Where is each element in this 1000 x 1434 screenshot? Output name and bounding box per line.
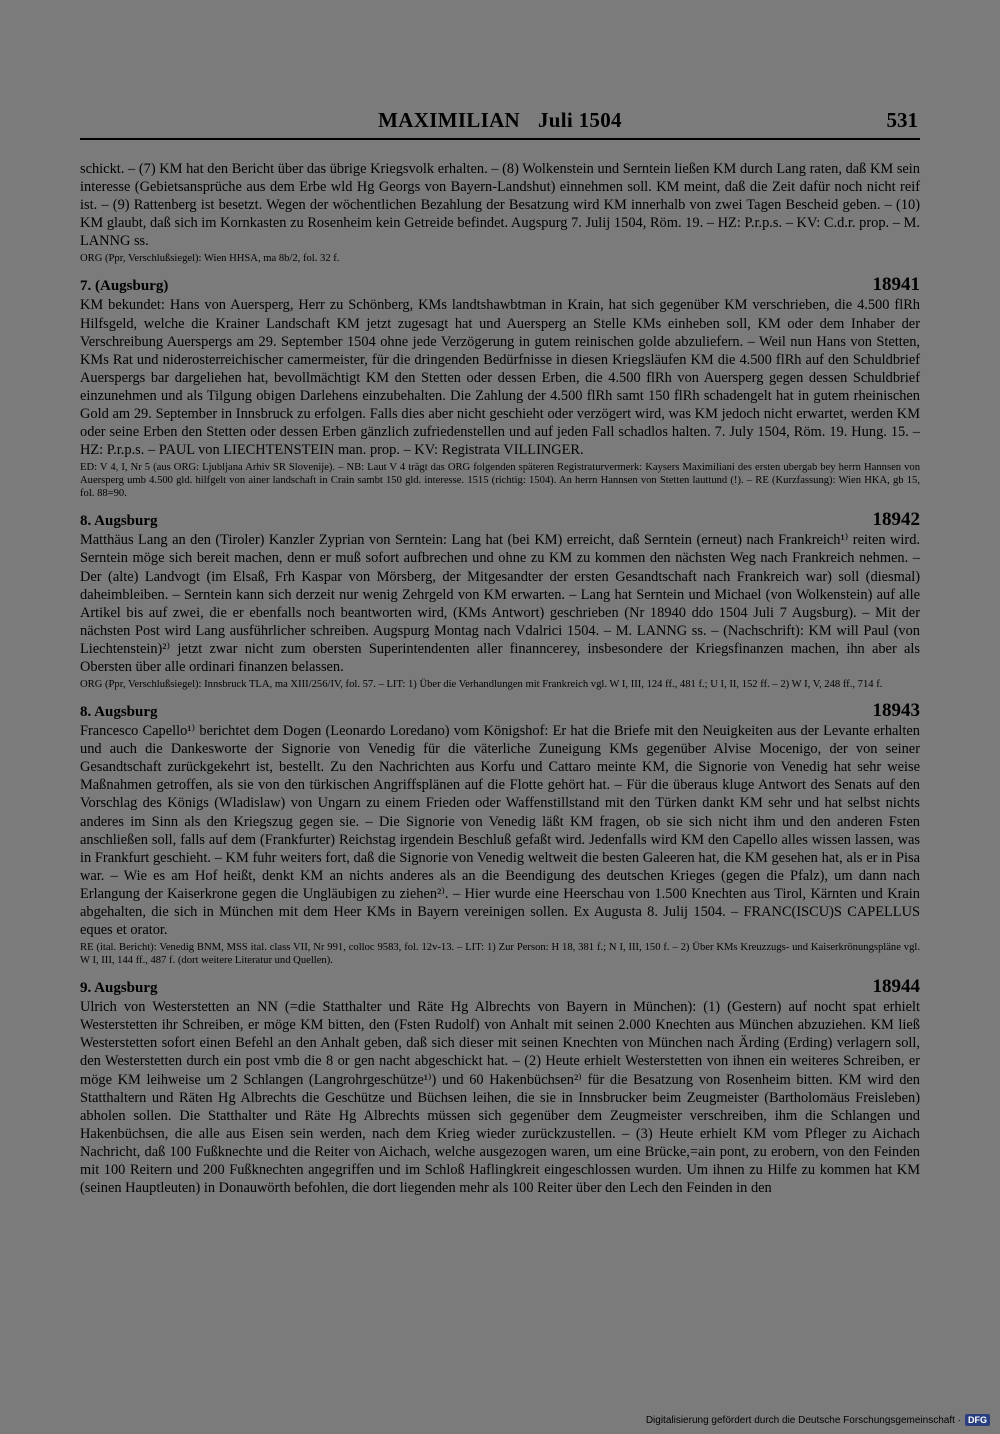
entry-number: 18942: [872, 509, 920, 531]
entry-note: RE (ital. Bericht): Venedig BNM, MSS ital. class VII, Nr 991, colloc 9583, fol. 12v-13. – LIT: 1) Zur Person: H 18, 381 f.; N I, III, 150 f. – 2) Über KMs Kreuzzugs- und Kaiserkrönungspläne vgl. W I, III, 144 ff., 487 f. (dort weitere Literatur und Quellen).: [80, 942, 920, 967]
digitization-footer: [646, 1414, 990, 1426]
entry-place: 7. (Augsburg): [80, 278, 169, 295]
entry-18944: [80, 977, 920, 1197]
entry-number: 18943: [872, 700, 920, 722]
entry-text: Matthäus Lang an den (Tiroler) Kanzler Zyprian von Serntein: Lang hat (bei KM) erreicht, daß Serntein (erneut) nach Frankreich¹⁾ reiten wird. Serntein möge sich bereit machen, denn er muß sofort aufbrechen und ohne zu KM zu kommen den nächsten Weg nach Frankreich nehmen. – Der (alte) Landvogt (im Elsaß, Frh Kaspar von Mörsberg, der Mitgesandter der ersten Gesandtschaft nach Frankreich war) soll (diesmal) daheimbleiben. – Serntein kann sich derzeit nur wenig Zehrgeld von KM erwarten. – Lang hat Serntein und Michael (von Wolkenstein) auf alle Artikel bis auf zwei, die er ebenfalls noch beantworten wird, (KMs Antwort) geschrieben (Nr 18940 ddo 1504 Juli 7 Augsburg). – Mit der nächsten Post wird Lang ausführlicher schreiben. Augspurg Montag nach Vdalrici 1504. – M. LANNG ss. – (Nachschrift): KM will Paul (von Liechtenstein)²⁾ jetzt zwar nicht zum obersten Superintendenten aller finanncerey, insbesondere der Kriegsfinanzen machen, ihn aber als Obersten über alle ordinari finanzen belassen.: [80, 532, 920, 675]
entry-text: KM bekundet: Hans von Auersperg, Herr zu Schönberg, KMs landtshawbtman in Krain, hat sich gegenüber KM verschrieben, die 4.500 flRh Hilfsgeld, welche die Krainer Landschaft KM jetzt zugesagt hat und Auersperg an Stelle KMs einheben soll, KM oder dem Inhaber der Verschreibung Auerspergs am 29. September 1504 ohne jede Verzögerung in gutem reinischen golde abzuliefern. – Weil nun Hans von Stetten, KMs Rat und niderosterreichischer camermeister, für die dringenden Bedürfnisse in diesen Kriegsläufen KM die 4.500 flRh auf den Schuldbrief Auerspergs bar dargeliehen hat, bevollmächtigt KM den Stetten oder dessen Erben, die 4.500 flRh von Auersperg gegen dessen Schuldbrief einzunehmen und als Tilgung obigen Darlehens einzubehalten. Die Zahlung der 4.500 flRh samt 150 flRh schadengelt hat in gutem rheinischen Gold am 29. September in Innsbruck zu erfolgen. Falls dies aber nicht geschieht oder verzögert wird, was KM jedoch nicht erwartet, werden KM oder seine Erben den Stetten oder dessen Erben gänzlich zufriedenstellen und auf jeden Fall schadlos halten. 7. July 1504, Röm. 19. Hung. 15. – HZ: P.r.p.s. – PAUL von LIECHTENSTEIN man. prop. – KV: Registrata VILLINGER.: [80, 297, 920, 459]
entry-18943: [80, 701, 920, 967]
title-date: Juli 1504: [538, 108, 622, 132]
page-title: [80, 108, 920, 133]
dfg-logo: DFG: [965, 1414, 990, 1426]
entry-number: 18941: [872, 274, 920, 296]
page-number: 531: [886, 108, 918, 132]
entry-heading: [80, 275, 920, 296]
entry-18942: [80, 510, 920, 691]
footer-text: Digitalisierung gefördert durch die Deutsche Forschungsgemeinschaft ·: [645, 1414, 961, 1426]
intro-paragraph: schickt. – (7) KM hat den Bericht über das übrige Kriegsvolk erhalten. – (8) Wolkenstein und Serntein ließen KM durch Lang raten, daß KM sein interesse (Gebietsansprüche aus dem Erbe wld Hg Georgs von Bayern-Landshut) einnehmen soll. KM meint, daß die Zeit dafür noch nicht reif ist. – (9) Rattenberg ist besetzt. Wegen der wöchentlichen Bezahlung der Besatzung wird KM innerhalb von zwei Tagen Bescheid geben. – (10) KM glaubt, daß sich im Kornkasten zu Rosenheim kein Getreide befindet. Augspurg 7. Julij 1504, Röm. 19. – HZ: P.r.p.s. – KV: C.d.r. prop. – M. LANNG ss.: [80, 161, 920, 250]
intro-note: ORG (Ppr, Verschlußsiegel): Wien HHSA, ma 8b/2, fol. 32 f.: [80, 253, 340, 265]
running-header: [80, 108, 920, 140]
entry-number: 18944: [872, 976, 920, 998]
entry-note: ORG (Ppr, Verschlußsiegel): Innsbruck TLA, ma XIII/256/IV, fol. 57. – LIT: 1) Über die Verhandlungen mit Frankreich vgl. W I, III, 124 ff., 481 f.; U I, II, 152 ff. – 2) W I, V, 248 ff., 714 f.: [80, 679, 883, 691]
entry-text: Francesco Capello¹⁾ berichtet dem Dogen (Leonardo Loredano) vom Königshof: Er hat die Briefe mit den Neuigkeiten aus der Levante erhalten und auch die Dankesworte der Signorie von Venedig für die väterliche Zuneigung KMs gegenüber Alvise Mocenigo, der von seiner Gesandtschaft zurückgekehrt ist, bestellt. Zu den Nachrichten aus Korfu und Cattaro meinte KM, die Signorie von Venedig hat sehr weise Maßnahmen getroffen, als sie von den türkischen Angriffsplänen auf die Flotte gehört hat. – Für die überaus kluge Antwort des Senats auf den Vorschlag des Königs (Wladislaw) von Ungarn zu einem Frieden oder Waffenstillstand mit den Türken dankt KM sehr und hat selbst nichts anderes im Sinn als den Kriegszug gegen sie. – Die Signorie von Venedig läßt KM fragen, ob sie sich nicht ihm und den anderen Fsten anschließen soll, falls auf dem (Frankfurter) Reichstag irgendein Beschluß gefaßt wird. Jedenfalls wird KM den Capello alles wissen lassen, was in Frankfurt geschieht. – KM fuhr weiters fort, daß die Signorie von Venedig weltweit die besten Galeeren hat, die KM gesehen hat, als er in Pisa war. – Wie es am Hof heißt, denkt KM an nichts anderes als an die Beendigung des deutschen Krieges (gegen die Pfalz), um dann nach Erlangung der Kaiserkrone gegen die Ungläubigen zu ziehen²⁾. – Hier wurde eine Heerschau von 1.500 Knechten aus Tirol, Kärnten und Krain abgehalten, die sich in München mit dem Heer KMs in Bayern vereinigen sollen. Ex Augusta 8. Julij 1504. – FRANC(ISCU)S CAPELLUS eques et orator.: [80, 723, 920, 939]
entry-heading: [80, 701, 920, 722]
entry-18941: [80, 275, 920, 500]
title-name: MAXIMILIAN: [378, 108, 520, 132]
entry-heading: [80, 510, 920, 531]
entry-place: 8. Augsburg: [80, 704, 158, 721]
entry-place: 9. Augsburg: [80, 980, 158, 997]
entry-note: ED: V 4, I, Nr 5 (aus ORG: Ljubljana Arhiv SR Slovenije). – NB: Laut V 4 trägt das ORG folgenden späteren Registraturvermerk: Kaysers Maximiliani des ersten ubergab bey herrn Hannsen von Auersperg umb 4.500 gld. hilfgelt von ainer landschaft in Crain sambt 150 gld. interesse. 1515 (richtig: 1504). An herrn Hannsen von Stetten lauttund (!). – RE (Kurzfassung): Wien HKA, gb 15, fol. 88=90.: [80, 462, 920, 500]
main-text: [80, 160, 920, 1197]
entry-place: 8. Augsburg: [80, 513, 158, 530]
entry-text: Ulrich von Westerstetten an NN (=die Statthalter und Räte Hg Albrechts von Bayern in München): (1) (Gestern) auf nocht spat erhielt Westerstetten ihr Schreiben, er möge KM bitten, den (Fsten Rudolf) von Anhalt mit seinen 2.000 Knechten aus München abzuziehen. KM ließ Westerstetten sofort einen Befehl an den Anhalt geben, daß sich dieser mit seinen Knechten von München nach Ärding (Erding) verlagern soll, den Westerstetten durch ein post vmb die 8 or gen nacht abgeschickt hat. – (2) Heute erhielt Westerstetten von ihnen ein weiteres Schreiben, er möge KM leihweise um 2 Schlangen (Langrohrgeschütze¹⁾) und 60 Hakenbüchsen²⁾ für die Besatzung von Rosenheim bitten. KM wird den Statthaltern und Räten Hg Albrechts die Geschütze und Büchsen leihen, die sie in Innsbrucker beim Zeugmeister (Bartholomäus Freisleben) abholen sollen. Die Statthalter und Räte Hg Albrechts müssen sich gegenüber dem Zeugmeister verschreiben, ihm die Schlangen und Hakenbüchsen, die alle aus Eisen sein werden, nach dem Krieg wieder zurückzustellen. – (3) Heute erhielt KM vom Pfleger zu Aichach Nachricht, daß 100 Fußknechte und die Reiter von Aichach, welche ausgezogen waren, um eine Brücke,=ain pont, zu erobern, von den Feinden mit 100 Reitern und 200 Fußknechten angegriffen und im Schloß Haflingkreit eingeschlossen wurden. Um ihnen zu Hilfe zu kommen hat KM (seinen Hauptleuten) in Donauwörth befohlen, die dort liegenden mehr als 100 Reiter über den Lech den Feinden in den: [80, 999, 920, 1197]
entry-heading: [80, 977, 920, 998]
